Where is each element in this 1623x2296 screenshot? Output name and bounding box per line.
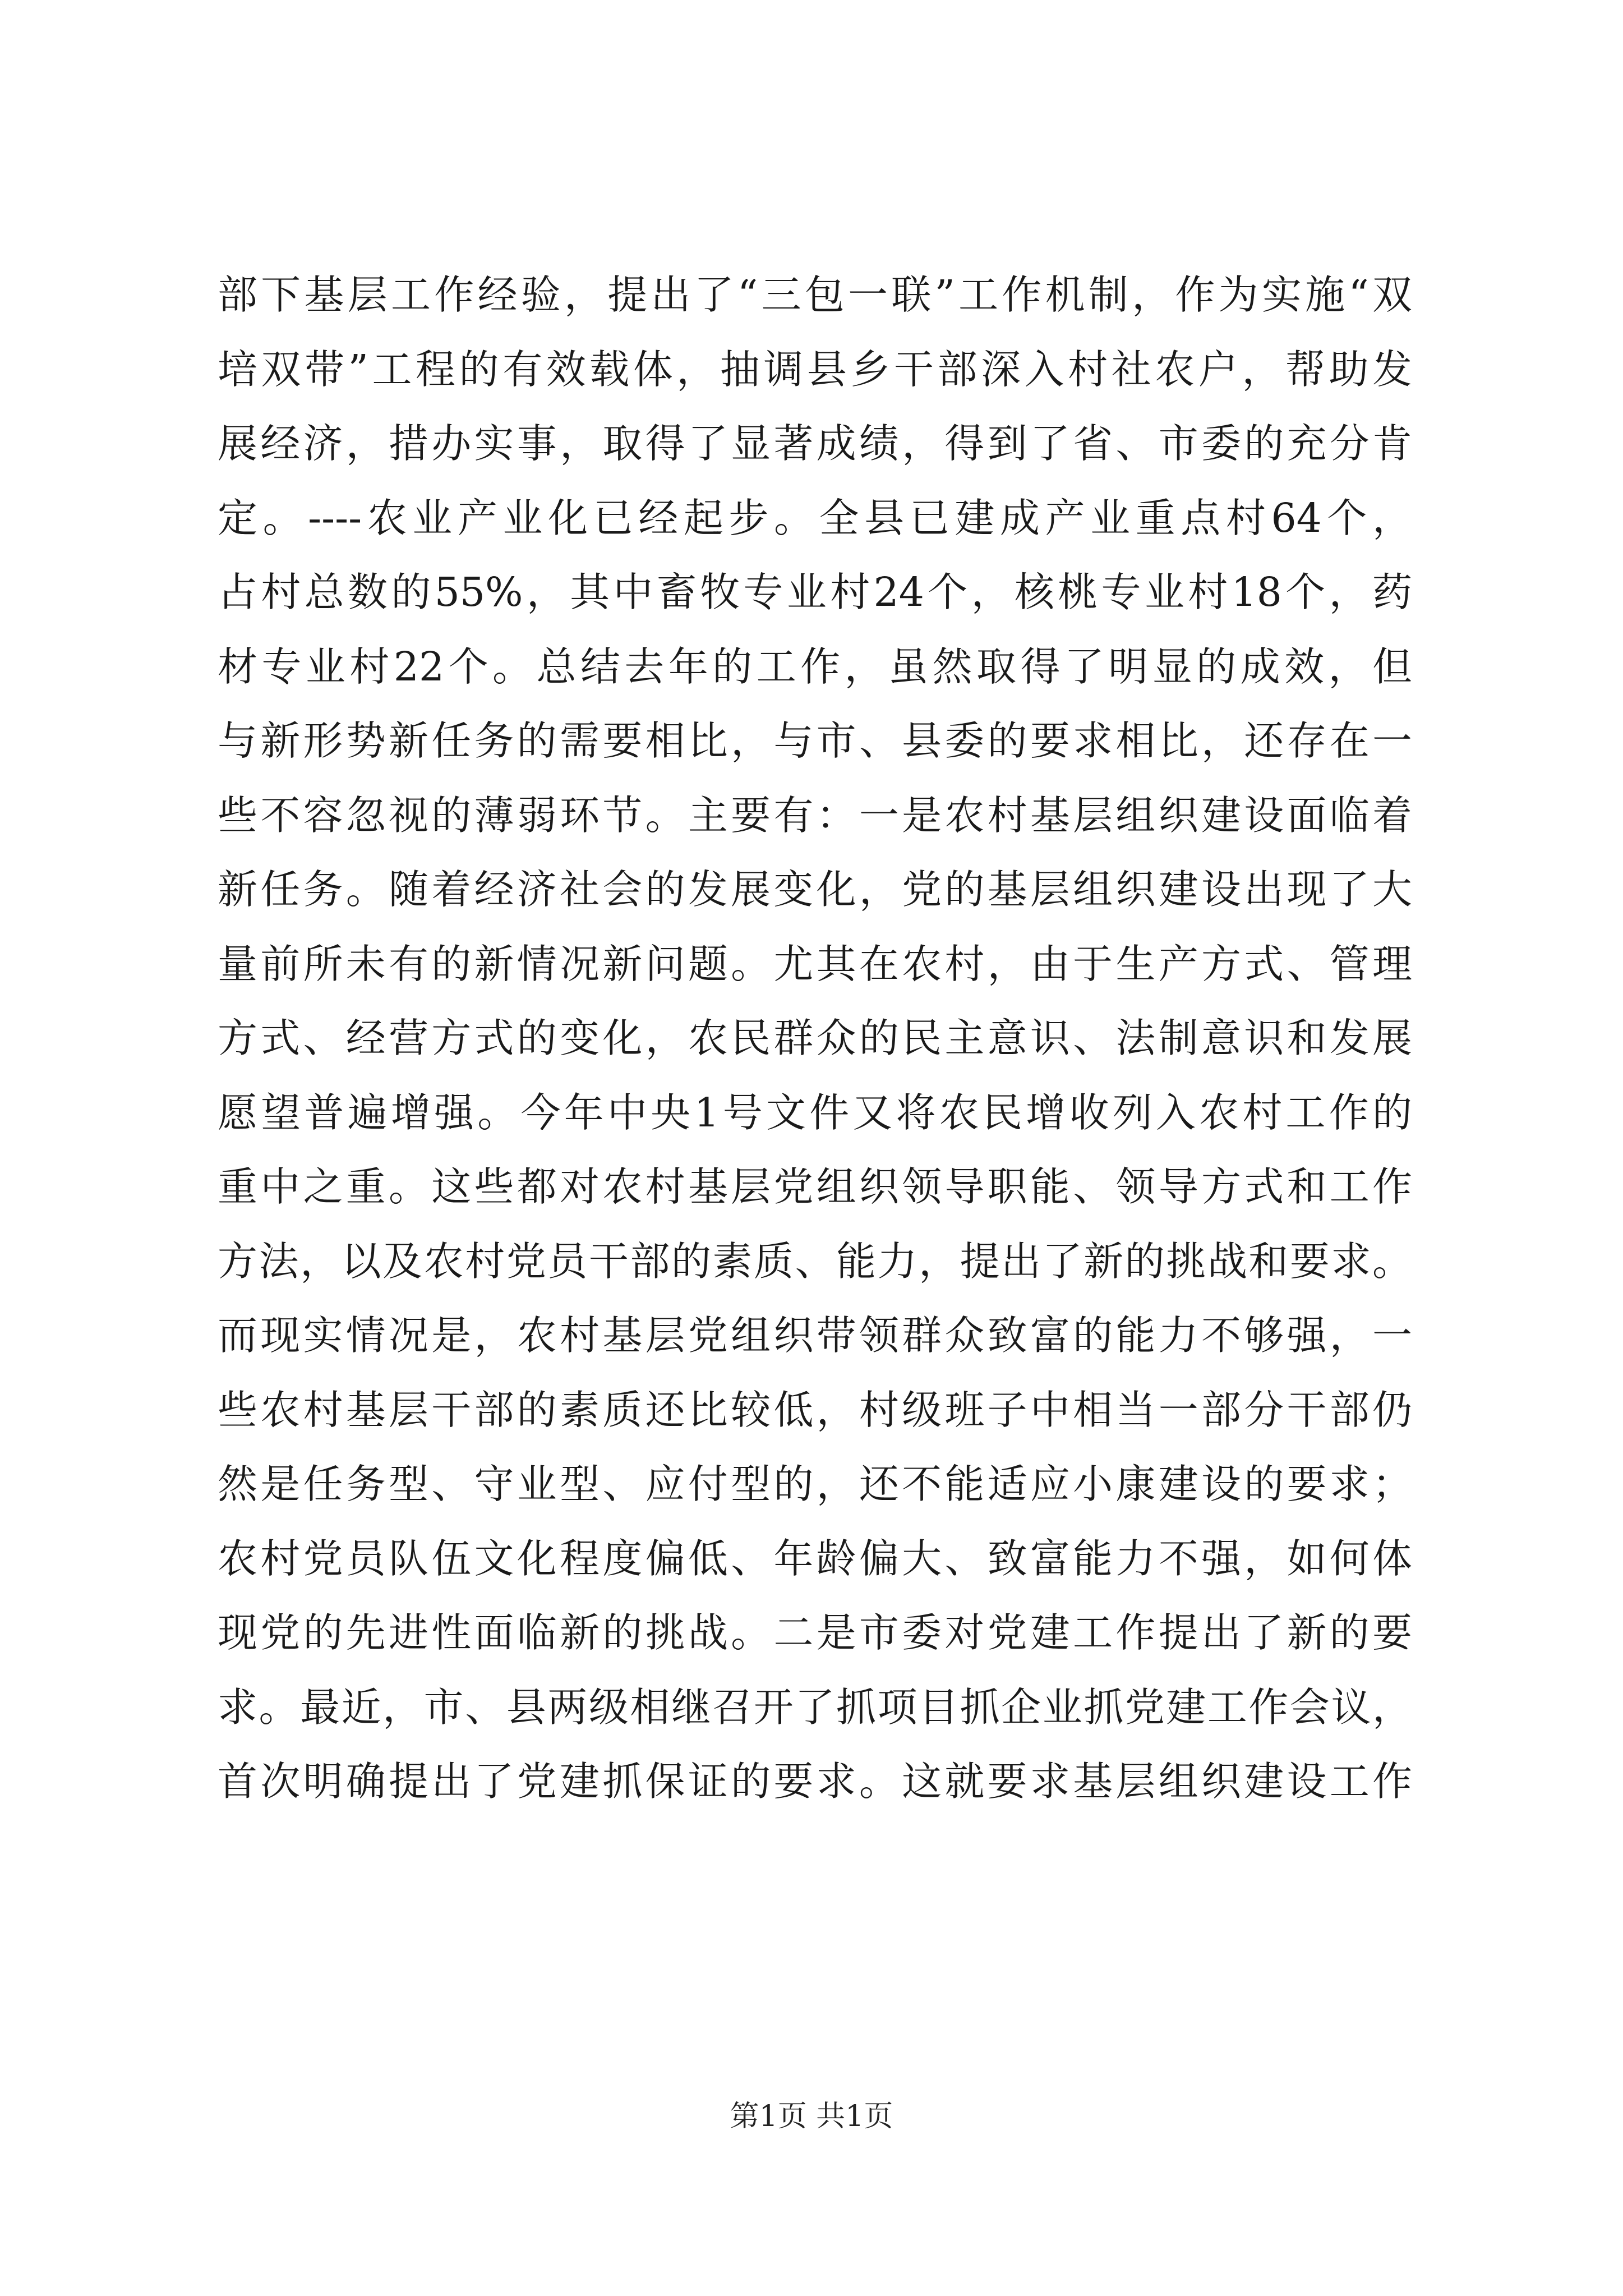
text-line: 方式、经营方式的变化，农民群众的民主意识、法制意识和发展 <box>218 1015 1412 1061</box>
page-number-footer: 第1页 共1页 <box>730 2100 893 2133</box>
text-line: 些不容忽视的薄弱环节。主要有：一是农村基层组织建设面临着 <box>218 792 1412 839</box>
body-paragraph <box>218 258 1412 1819</box>
text-line: 些农村基层干部的素质还比较低，村级班子中相当一部分干部仍 <box>218 1386 1412 1433</box>
text-line: 部下基层工作经验，提出了“三包一联”工作机制，作为实施“双 <box>218 272 1412 318</box>
text-line: 定。----农业产业化已经起步。全县已建成产业重点村64个， <box>218 494 1412 541</box>
text-line: 而现实情况是，农村基层党组织带领群众致富的能力不够强，一 <box>218 1312 1412 1359</box>
text-line: 量前所未有的新情况新问题。尤其在农村，由于生产方式、管理 <box>218 940 1412 987</box>
text-line: 新任务。随着经济社会的发展变化，党的基层组织建设出现了大 <box>218 866 1412 913</box>
text-line: 首次明确提出了党建抓保证的要求。这就要求基层组织建设工作 <box>218 1758 1412 1805</box>
text-line: 材专业村22个。总结去年的工作，虽然取得了明显的成效，但 <box>218 643 1412 690</box>
text-line: 占村总数的55%，其中畜牧专业村24个，核桃专业村18个，药 <box>218 569 1412 615</box>
text-line: 培双带”工程的有效载体，抽调县乡干部深入村社农户，帮助发 <box>218 346 1412 393</box>
text-line: 然是任务型、守业型、应付型的，还不能适应小康建设的要求； <box>218 1461 1412 1507</box>
text-line: 与新形势新任务的需要相比，与市、县委的要求相比，还存在一 <box>218 717 1412 764</box>
text-line: 愿望普遍增强。今年中央1号文件又将农民增收列入农村工作的 <box>218 1089 1412 1136</box>
text-line: 重中之重。这些都对农村基层党组织领导职能、领导方式和工作 <box>218 1163 1412 1210</box>
text-line: 展经济，措办实事，取得了显著成绩，得到了省、市委的充分肯 <box>218 420 1412 467</box>
text-line: 农村党员队伍文化程度偏低、年龄偏大、致富能力不强，如何体 <box>218 1535 1412 1582</box>
text-line: 求。最近，市、县两级相继召开了抓项目抓企业抓党建工作会议， <box>218 1683 1412 1731</box>
text-line: 现党的先进性面临新的挑战。二是市委对党建工作提出了新的要 <box>218 1609 1412 1656</box>
text-line: 方法，以及农村党员干部的素质、能力，提出了新的挑战和要求。 <box>218 1237 1412 1285</box>
